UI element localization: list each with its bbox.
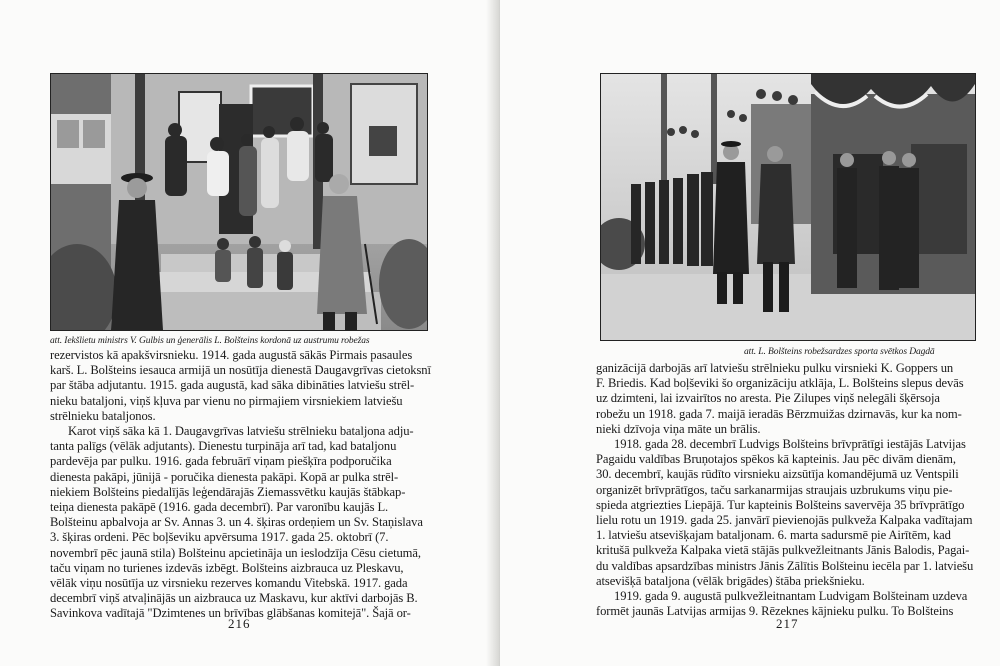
text-line: niekiem Bolšteins piedalījās leģendārajās Ziemassvētku kaujās štābkap-: [50, 484, 406, 499]
text-line: lielu rotu un 1919. gada 25. janvārī pievienojās pulkveža Kalpaka vadītajam: [596, 513, 973, 528]
text-line: rezervistos kā apakšvirsnieku. 1914. gada augustā sākās Pirmais pasaules: [50, 348, 413, 362]
text-line: karš. L. Bolšteins iesauca armijā un nosūtīja dienestā Daugavgrīvas cietoksnī: [50, 363, 431, 378]
photo-illustration: [601, 74, 975, 340]
text-line: pardevēja par pulku. 1916. gada februārī viņam piešķīra podporučika: [50, 454, 392, 469]
text-line: robežu un 1918. gada 7. maijā ieradās Bērzmuižas dzirnavās, kur ka nom-: [596, 406, 962, 421]
photo-caption: [744, 347, 935, 357]
body-text: [50, 348, 432, 622]
text-line: Pagaidu valdības Bruņotajos spēkos kā kapteinis. Jau pēc divām dienām,: [596, 452, 956, 467]
text-line: atsevišķā bataljona (vēlāk brigādes) štāba priekšnieku.: [596, 573, 865, 588]
text-line: decembrī viņš atvaļinājās un aizbrauca uz Maskavu, kur aktīvi darbojās B.: [50, 591, 418, 606]
page-number: 216: [228, 616, 251, 631]
caption-text: Iekšlietu ministrs V. Gulbis un ģenerālis L. Bolšteins kordonā uz austrumu robežas: [64, 336, 370, 346]
text-line: F. Briedis. Kad boļševiki šo organizāciju atklāja, L. Bolšteins slepus devās: [596, 376, 964, 391]
text-line: dienesta pakāpi, jūnijā - poručika dienesta pakāpi. Kopā ar pulka strēl-: [50, 469, 399, 484]
text-line: Savinkova vadītajā "Dzimtenes un brīvības glābšanas komitejā". Šajā or-: [50, 606, 411, 621]
page-number: 217: [776, 616, 799, 631]
body-text: [596, 361, 976, 619]
text-line: Karot viņš sāka kā 1. Daugavgrīvas latviešu strēlnieku bataljona adju-: [68, 424, 414, 439]
text-line: 30. decembrī, kaujās rūdīto virsnieku aizsūtīja komandējumā uz Ventspili: [596, 467, 959, 482]
text-line: spieda atgriezties Liepājā. Tur kapteinis Bolšteins savervēja 35 brīvprātīgo: [596, 497, 965, 512]
text-line: par štāba adjutantu. 1915. gada augustā, kad sāka dibināties latviešu strēl-: [50, 378, 415, 393]
text-line: uz dzimteni, lai izvairītos no aresta. Pie Zilupes viņš nelegāli šķērsoja: [596, 391, 940, 406]
text-line: novembrī pēc jaunā stila) Bolšteinu apcietināja un ieslodzīja Cēsu cietumā,: [50, 545, 421, 560]
text-line: 3. šķiras ordeni. Pēc boļševiku apvērsuma 1917. gada 25. oktobrī (7.: [50, 530, 389, 545]
photo-sports-festival-dagda: [600, 73, 976, 341]
right-page: [500, 0, 1000, 666]
text-line: tanta palīgs (vēlāk adjutants). Dienestu turpināja arī tad, kad bataljonu: [50, 439, 397, 454]
text-line: 1. latviešu atsevišķajam bataljonam. 6. marta sadursmē pie Airītēm, kad: [596, 528, 951, 543]
text-line: teiņa dienesta pakāpē (1916. gada decembrī). Par varonību kaujās L.: [50, 500, 389, 515]
photo-caption: [50, 336, 370, 346]
text-line: formēt jaunās Latvijas armijas 9. Rēzeknes kājnieku pulku. To Bolšteins: [596, 604, 954, 619]
text-line: organizēt brīvprātīgos, taču sarkanarmijas straujais uzbrukums viņu pie-: [596, 482, 953, 497]
text-line: vēlāk viņu nosūtīja uz virsnieku rezerves komandu Vitebskā. 1917. gada: [50, 576, 408, 591]
text-line: du valdības apsardzības ministrs Jānis Zālītis Bolšteinu iecēla par 1. latviešu: [596, 558, 974, 573]
caption-text: L. Bolšteins robežsardzes sporta svētkos Dagdā: [758, 347, 935, 357]
text-line: taču viņam no turienes izdevās izbēgt. Bolšteins aizbrauca uz Pleskavu,: [50, 560, 404, 575]
text-line: nieki dzīvoja viņa māte un brālis.: [596, 421, 761, 436]
text-line: 1918. gada 28. decembrī Ludvigs Bolšteins brīvprātīgi iestājās Latvijas: [614, 437, 966, 452]
caption-prefix: att.: [744, 347, 757, 357]
text-line: 1919. gada 9. augustā pulkvežleitnantam Ludvigam Bolšteinam uzdeva: [614, 589, 968, 604]
photo-illustration: [51, 74, 427, 330]
caption-prefix: att.: [50, 336, 63, 346]
text-line: kritušā pulkveža Kalpaka vietā stājās pulkvežleitnants Jānis Balodis, Pagai-: [596, 543, 970, 558]
text-line: nieku bataljoni, viņš kļuva par vienu no pirmajiem virsniekiem latviešu: [50, 393, 403, 408]
text-line: ganizācijā darbojās arī latviešu strēlnieku pulku virsnieki K. Goppers un: [596, 361, 954, 375]
photo-minister-and-general-at-border: [50, 73, 428, 331]
text-line: strēlnieku bataljonos.: [50, 408, 156, 423]
text-line: Bolšteinu apbalvoja ar Sv. Annas 3. un 4. šķiras ordeņiem un Sv. Staņislava: [50, 515, 423, 530]
